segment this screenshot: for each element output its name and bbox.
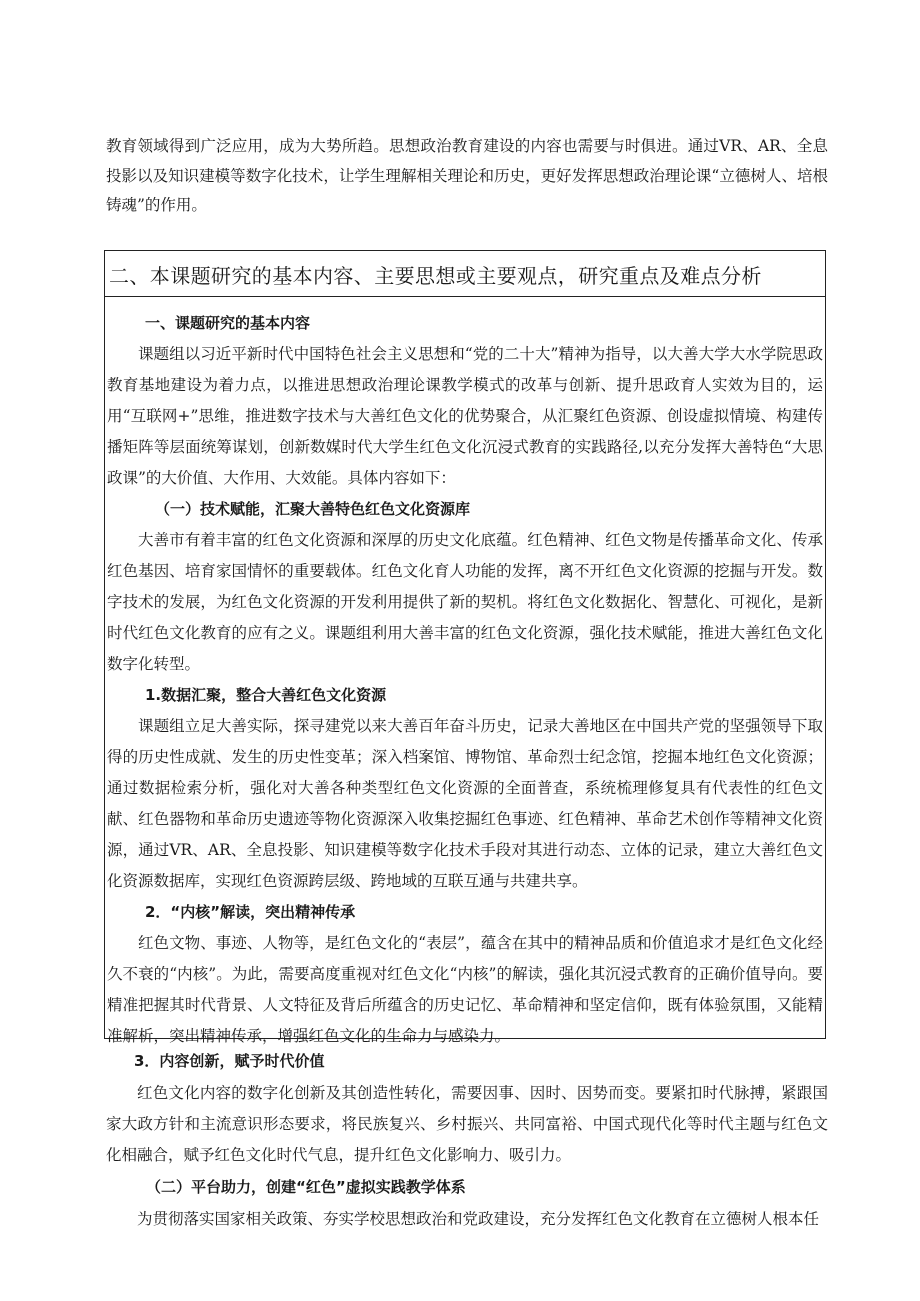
heading-core-interpretation: 2．“内核”解读，突出精神传承 <box>145 903 356 921</box>
heading-tech-empowerment: （一）技术赋能，汇聚大善特色红色文化资源库 <box>155 500 471 518</box>
paragraph-basic-content: 课题组以习近平新时代中国特色社会主义思想和“党的二十大”精神为指导，以大善大学大水学院思政教育基地建设为着力点，以推进思想政治理论课教学模式的改革与创新、提升思政育人实效为目的，运用“互联网+”思维，推进数字技术与大善红色文化的优势聚合，从汇聚红色资源、创设虚拟情境、构建传播矩阵等层面统筹谋划，创新数媒时代大学生红色文化沉浸式教育的实践路径,以充分发挥大善特色“大思政课”的大价值、大作用、大效能。具体内容如下： <box>107 345 823 487</box>
section-title: 二、本课题研究的基本内容、主要思想或主要观点，研究重点及难点分析 <box>109 264 762 288</box>
paragraph-platform-support: 为贯彻落实国家相关政策、夯实学校思想政治和党政建设，充分发挥红色文化教育在立德树人根本任 <box>137 1210 820 1228</box>
paragraph-core-interpretation: 红色文物、事迹、人物等，是红色文化的“表层”，蕴含在其中的精神品质和价值追求才是红色文化经久不衰的“内核”。为此，需要高度重视对红色文化“内核”的解读，强化其沉浸式教育的正确价值导向。要精准把握其时代背景、人文特征及背后所蕴含的历史记忆、革命精神和坚定信仰，既有体验氛围，又能精准解析，突出精神传承，增强红色文化的生命力与感染力。 <box>107 934 823 1045</box>
section-table <box>104 250 826 1045</box>
heading-platform-support: （二）平台助力，创建“红色”虚拟实践教学体系 <box>146 1178 466 1196</box>
heading-basic-content: 一、课题研究的基本内容 <box>145 314 311 332</box>
paragraph-data-aggregation: 课题组立足大善实际，探寻建党以来大善百年奋斗历史，记录大善地区在中国共产党的坚强领导下取得的历史性成就、发生的历史性变革；深入档案馆、博物馆、革命烈士纪念馆，挖掘本地红色文化资源；通过数据检索分析，强化对大善各种类型红色文化资源的全面普查，系统梳理修复具有代表性的红色文献、红色器物和革命历史遗迹等物化资源深入收集挖掘红色事迹、红色精神、革命艺术创作等精神文化资源，通过VR、AR、全息投影、知识建模等数字化技术手段对其进行动态、立体的记录，建立大善红色文化资源数据库，实现红色资源跨层级、跨地域的互联互通与共建共享。 <box>107 717 823 890</box>
intro-paragraph: 教育领域得到广泛应用，成为大势所趋。思想政治教育建设的内容也需要与时俱进。通过VR、AR、全息投影以及知识建模等数字化技术，让学生理解相关理论和历史，更好发挥思想政治理论课“立德树人、培根铸魂”的作用。 <box>106 137 828 214</box>
paragraph-tech-empowerment: 大善市有着丰富的红色文化资源和深厚的历史文化底蕴。红色精神、红色文物是传播革命文化、传承红色基因、培育家国情怀的重要载体。红色文化育人功能的发挥，离不开红色文化资源的挖掘与开发。数字技术的发展，为红色文化资源的开发利用提供了新的契机。将红色文化数据化、智慧化、可视化，是新时代红色文化教育的应有之义。课题组利用大善丰富的红色文化资源，强化技术赋能，推进大善红色文化数字化转型。 <box>107 531 823 673</box>
heading-content-innovation: 3．内容创新，赋予时代价值 <box>134 1052 325 1070</box>
paragraph-content-innovation: 红色文化内容的数字化创新及其创造性转化，需要因事、因时、因势而变。要紧扣时代脉搏，紧跟国家大政方针和主流意识形态要求，将民族复兴、乡村振兴、共同富裕、中国式现代化等时代主题与红色文化相融合，赋予红色文化时代气息，提升红色文化影响力、吸引力。 <box>106 1084 828 1164</box>
section-header-row <box>105 251 825 297</box>
heading-data-aggregation: 1.数据汇聚，整合大善红色文化资源 <box>145 686 387 704</box>
